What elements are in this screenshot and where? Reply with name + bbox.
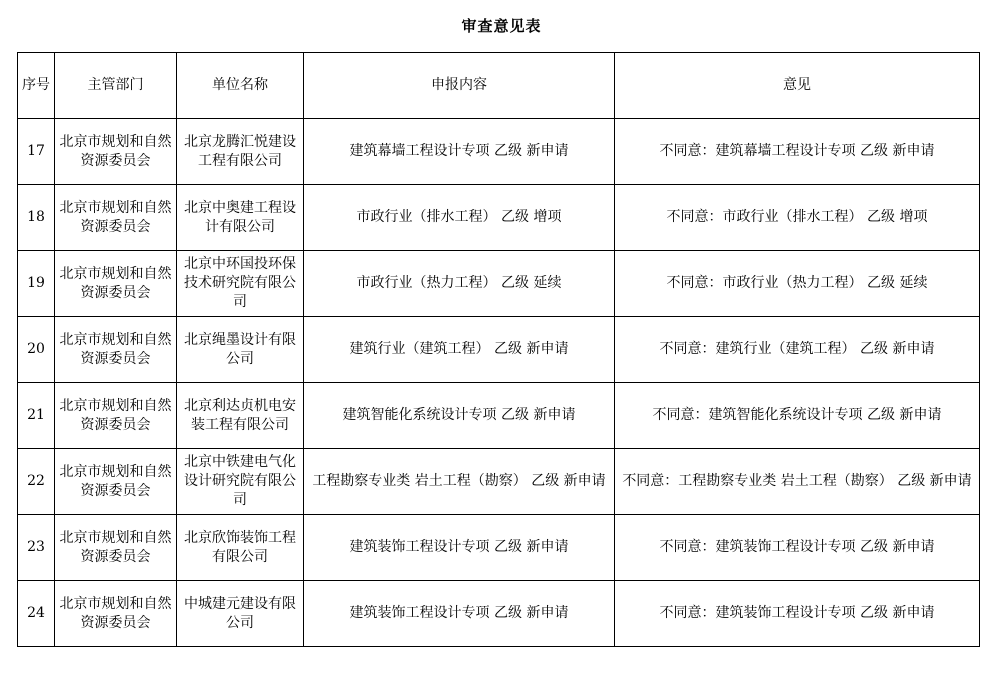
cell-content: 建筑装饰工程设计专项 乙级 新申请 (304, 515, 615, 581)
table-header-row (18, 53, 980, 119)
cell-unit: 北京龙腾汇悦建设工程有限公司 (177, 119, 304, 185)
cell-opinion: 不同意：市政行业（排水工程） 乙级 增项 (615, 185, 980, 251)
table-row (18, 383, 980, 449)
cell-opinion: 不同意：建筑装饰工程设计专项 乙级 新申请 (615, 515, 980, 581)
table-row (18, 515, 980, 581)
cell-content: 市政行业（排水工程） 乙级 增项 (304, 185, 615, 251)
cell-no: 23 (18, 515, 55, 581)
cell-dept: 北京市规划和自然资源委员会 (55, 185, 177, 251)
cell-unit: 中城建元建设有限公司 (177, 581, 304, 647)
cell-content: 市政行业（热力工程） 乙级 延续 (304, 251, 615, 317)
cell-unit: 北京欣饰装饰工程有限公司 (177, 515, 304, 581)
cell-unit: 北京中环国投环保技术研究院有限公司 (177, 251, 304, 317)
header-opinion: 意见 (615, 53, 980, 119)
cell-opinion: 不同意：工程勘察专业类 岩土工程（勘察） 乙级 新申请 (615, 449, 980, 515)
cell-dept: 北京市规划和自然资源委员会 (55, 383, 177, 449)
cell-dept: 北京市规划和自然资源委员会 (55, 119, 177, 185)
cell-dept: 北京市规划和自然资源委员会 (55, 317, 177, 383)
cell-content: 建筑行业（建筑工程） 乙级 新申请 (304, 317, 615, 383)
cell-opinion: 不同意：市政行业（热力工程） 乙级 延续 (615, 251, 980, 317)
cell-no: 24 (18, 581, 55, 647)
table-row (18, 581, 980, 647)
cell-no: 22 (18, 449, 55, 515)
cell-no: 20 (18, 317, 55, 383)
cell-dept: 北京市规划和自然资源委员会 (55, 515, 177, 581)
cell-opinion: 不同意：建筑智能化系统设计专项 乙级 新申请 (615, 383, 980, 449)
table-row (18, 119, 980, 185)
header-dept: 主管部门 (55, 53, 177, 119)
table-row (18, 185, 980, 251)
cell-dept: 北京市规划和自然资源委员会 (55, 251, 177, 317)
cell-unit: 北京利达贞机电安装工程有限公司 (177, 383, 304, 449)
cell-dept: 北京市规划和自然资源委员会 (55, 581, 177, 647)
cell-no: 17 (18, 119, 55, 185)
table-row (18, 449, 980, 515)
cell-unit: 北京中奥建工程设计有限公司 (177, 185, 304, 251)
review-opinion-table (17, 52, 980, 647)
header-no: 序号 (18, 53, 55, 119)
cell-content: 工程勘察专业类 岩土工程（勘察） 乙级 新申请 (304, 449, 615, 515)
cell-unit: 北京中铁建电气化设计研究院有限公司 (177, 449, 304, 515)
cell-dept: 北京市规划和自然资源委员会 (55, 449, 177, 515)
cell-content: 建筑智能化系统设计专项 乙级 新申请 (304, 383, 615, 449)
cell-no: 19 (18, 251, 55, 317)
cell-no: 18 (18, 185, 55, 251)
cell-content: 建筑幕墙工程设计专项 乙级 新申请 (304, 119, 615, 185)
header-unit: 单位名称 (177, 53, 304, 119)
cell-content: 建筑装饰工程设计专项 乙级 新申请 (304, 581, 615, 647)
cell-unit: 北京绳墨设计有限公司 (177, 317, 304, 383)
cell-no: 21 (18, 383, 55, 449)
document-title: 审查意见表 (461, 17, 542, 35)
cell-opinion: 不同意：建筑幕墙工程设计专项 乙级 新申请 (615, 119, 980, 185)
table-row (18, 251, 980, 317)
header-content: 申报内容 (304, 53, 615, 119)
cell-opinion: 不同意：建筑装饰工程设计专项 乙级 新申请 (615, 581, 980, 647)
table-row (18, 317, 980, 383)
cell-opinion: 不同意：建筑行业（建筑工程） 乙级 新申请 (615, 317, 980, 383)
